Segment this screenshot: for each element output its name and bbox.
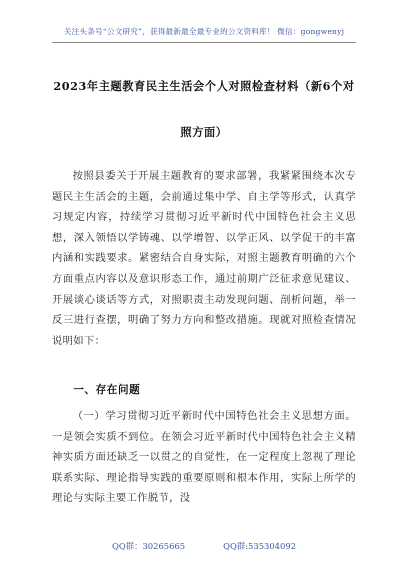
footer-bar <box>0 540 408 552</box>
paragraph-text: 按照县委关于开展主题教育的要求部署，我紧紧围绕本次专题民主生活会的主题，会前通过集中学、自主学等形式，认真学习规定内容，持续学习贯彻习近平新时代中国特色社会主义思想，深入领悟以学铸魂、以学增智、以学正风、以学促干的丰富内涵和实践要求。紧密结合自身实际，对照主题教育明确的六个方面重点内容以及意识形态工作，通过前期广泛征求意见建议、开展谈心谈话等方式，对照职责主动发现问题、剖析问题，举一反三进行查摆，明确了努力方向和整改措施。现就对照检查情况说明如下： <box>52 170 356 347</box>
document-title-line-1: 2023年主题教育民主生活会个人对照检查材料（新6个对 <box>53 79 355 93</box>
footer-qq-group-2: QQ群:535304092 <box>223 541 296 551</box>
header-divider <box>52 42 356 43</box>
document-title-line-2: 照方面） <box>180 125 228 139</box>
section-heading: 一、存在问题 <box>73 384 141 396</box>
footer-qq-group-1: QQ群：30265665 <box>112 541 186 551</box>
body-paragraph-intro <box>52 166 356 351</box>
header-banner: 关注头条号“公文研究”，获得最新最全最专业的公文资料库！ 微信：gongwenyj <box>63 27 345 36</box>
paragraph-text: （一）学习贯彻习近平新时代中国特色社会主义思想方面。一是领会实质不到位。在领会习近平新时代中国特色社会主义精神实质方面还缺乏一以贯之的自觉性，在一定程度上忽视了理论联系实际、理论指导实践的重要原则和根本作用，实际上所学的理论与实际主要工作脱节，没 <box>52 410 356 505</box>
body-paragraph-problems <box>52 406 356 509</box>
